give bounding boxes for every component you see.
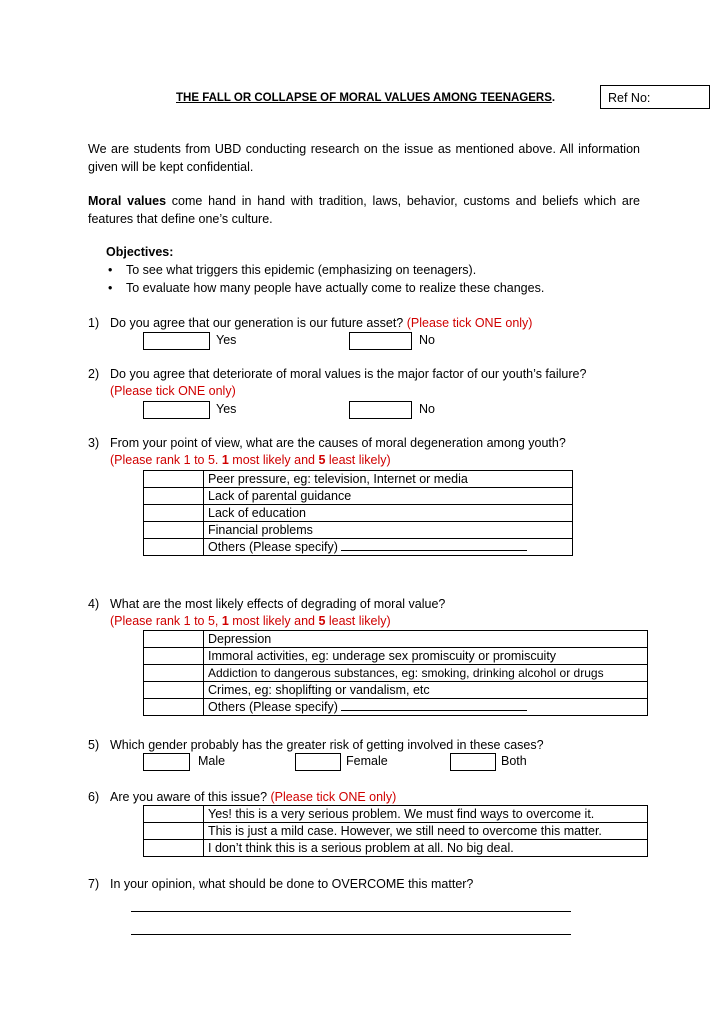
q1-yes-label: Yes bbox=[216, 333, 237, 347]
q4-text: What are the most likely effects of degrading of moral value? bbox=[110, 597, 446, 611]
table-row bbox=[144, 665, 648, 682]
q1-no-label: No bbox=[419, 333, 435, 347]
q2-instruction: (Please tick ONE only) bbox=[110, 384, 236, 398]
q6-option-label: This is just a mild case. However, we still need to overcome this matter. bbox=[204, 823, 648, 840]
q5-number: 5) bbox=[88, 738, 100, 752]
q4-rank-input[interactable] bbox=[144, 648, 204, 665]
q4-option-label: Addiction to dangerous substances, eg: smoking, drinking alcohol or drugs bbox=[204, 665, 648, 682]
q3-text: From your point of view, what are the causes of moral degeneration among youth? bbox=[110, 436, 566, 450]
q5-male-label: Male bbox=[198, 754, 226, 768]
q4-option-label: Crimes, eg: shoplifting or vandalism, etc bbox=[204, 682, 648, 699]
q3-instruction: (Please rank 1 to 5. 1 most likely and 5 least likely) bbox=[110, 453, 391, 467]
table-row bbox=[144, 471, 573, 488]
q3-rank-input[interactable] bbox=[144, 488, 204, 505]
q5-both-label: Both bbox=[501, 754, 527, 768]
q2-no-label: No bbox=[419, 402, 435, 416]
q1-question bbox=[110, 316, 532, 330]
table-row bbox=[144, 488, 573, 505]
q1-no-checkbox[interactable] bbox=[349, 332, 412, 350]
q2-text: Do you agree that deteriorate of moral values is the major factor of our youth’s failure? bbox=[110, 367, 587, 381]
q3-rank-input[interactable] bbox=[144, 539, 204, 556]
moral-values-definition: come hand in hand with tradition, laws, behavior, customs and beliefs which are features that define one’s culture. bbox=[88, 194, 640, 226]
q1-yes-checkbox[interactable] bbox=[143, 332, 210, 350]
q3-rank-input[interactable] bbox=[144, 471, 204, 488]
q4-rank-input[interactable] bbox=[144, 699, 204, 716]
q4-rank-input[interactable] bbox=[144, 682, 204, 699]
q5-text: Which gender probably has the greater risk of getting involved in these cases? bbox=[110, 738, 544, 752]
q2-yes-label: Yes bbox=[216, 402, 237, 416]
table-row bbox=[144, 806, 648, 823]
table-row bbox=[144, 505, 573, 522]
q3-number: 3) bbox=[88, 436, 100, 450]
q3-option-label: Peer pressure, eg: television, Internet or media bbox=[204, 471, 573, 488]
q6-tick-input[interactable] bbox=[144, 823, 204, 840]
q6-options-table bbox=[143, 805, 648, 857]
moral-values-paragraph bbox=[88, 192, 640, 228]
q3-option-other bbox=[204, 539, 573, 556]
q6-option-label: Yes! this is a very serious problem. We must find ways to overcome it. bbox=[204, 806, 648, 823]
q6-tick-input[interactable] bbox=[144, 806, 204, 823]
q4-other-label: Others (Please specify) bbox=[208, 700, 338, 714]
table-row bbox=[144, 648, 648, 665]
q5-male-checkbox[interactable] bbox=[143, 753, 190, 771]
q4-instruction: (Please rank 1 to 5, 1 most likely and 5 least likely) bbox=[110, 614, 391, 628]
q2-number: 2) bbox=[88, 367, 100, 381]
q6-text: Are you aware of this issue? bbox=[110, 790, 268, 804]
q3-rank-input[interactable] bbox=[144, 522, 204, 539]
q7-answer-line[interactable] bbox=[131, 911, 571, 912]
ref-no-label: Ref No: bbox=[608, 91, 651, 105]
q1-instruction: (Please tick ONE only) bbox=[406, 316, 533, 330]
q5-female-label: Female bbox=[346, 754, 388, 768]
objectives-heading: Objectives: bbox=[106, 245, 174, 259]
q1-number: 1) bbox=[88, 316, 100, 330]
q3-option-label: Financial problems bbox=[204, 522, 573, 539]
table-row bbox=[144, 699, 648, 716]
q2-yes-checkbox[interactable] bbox=[143, 401, 210, 419]
table-row bbox=[144, 823, 648, 840]
table-row bbox=[144, 522, 573, 539]
ref-no-box[interactable] bbox=[600, 85, 710, 109]
q6-question bbox=[110, 790, 396, 804]
q4-other-specify-line[interactable] bbox=[341, 700, 527, 711]
q4-rank-input[interactable] bbox=[144, 665, 204, 682]
q3-other-specify-line[interactable] bbox=[341, 540, 527, 551]
survey-title: THE FALL OR COLLAPSE OF MORAL VALUES AMONG TEENAGERS. bbox=[176, 92, 556, 104]
objectives-list bbox=[106, 261, 646, 297]
q6-instruction: (Please tick ONE only) bbox=[270, 790, 397, 804]
q4-option-label: Depression bbox=[204, 631, 648, 648]
q6-option-label: I don’t think this is a serious problem at all. No big deal. bbox=[204, 840, 648, 857]
title-period: . bbox=[551, 92, 556, 104]
table-row bbox=[144, 840, 648, 857]
q7-answer-line[interactable] bbox=[131, 934, 571, 935]
moral-values-term: Moral values bbox=[88, 194, 167, 208]
intro-paragraph: We are students from UBD conducting research on the issue as mentioned above. All information given will be kept confidential. bbox=[88, 142, 640, 174]
table-row bbox=[144, 682, 648, 699]
q4-rank-input[interactable] bbox=[144, 631, 204, 648]
q6-number: 6) bbox=[88, 790, 100, 804]
q4-number: 4) bbox=[88, 597, 100, 611]
q6-tick-input[interactable] bbox=[144, 840, 204, 857]
q3-option-label: Lack of parental guidance bbox=[204, 488, 573, 505]
q2-no-checkbox[interactable] bbox=[349, 401, 412, 419]
objective-item: • To evaluate how many people have actually come to realize these changes. bbox=[106, 279, 646, 297]
table-row bbox=[144, 631, 648, 648]
q4-options-table bbox=[143, 630, 648, 716]
q3-rank-input[interactable] bbox=[144, 505, 204, 522]
q5-female-checkbox[interactable] bbox=[295, 753, 341, 771]
q4-option-other bbox=[204, 699, 648, 716]
q4-option-label: Immoral activities, eg: underage sex promiscuity or promiscuity bbox=[204, 648, 648, 665]
q5-both-checkbox[interactable] bbox=[450, 753, 496, 771]
objective-item: • To see what triggers this epidemic (emphasizing on teenagers). bbox=[106, 261, 646, 279]
q3-options-table bbox=[143, 470, 573, 556]
q1-text: Do you agree that our generation is our future asset? bbox=[110, 316, 404, 330]
q7-number: 7) bbox=[88, 877, 100, 891]
q3-other-label: Others (Please specify) bbox=[208, 540, 338, 554]
q7-text: In your opinion, what should be done to OVERCOME this matter? bbox=[110, 877, 474, 891]
objectives-section bbox=[106, 243, 646, 297]
table-row bbox=[144, 539, 573, 556]
q3-option-label: Lack of education bbox=[204, 505, 573, 522]
